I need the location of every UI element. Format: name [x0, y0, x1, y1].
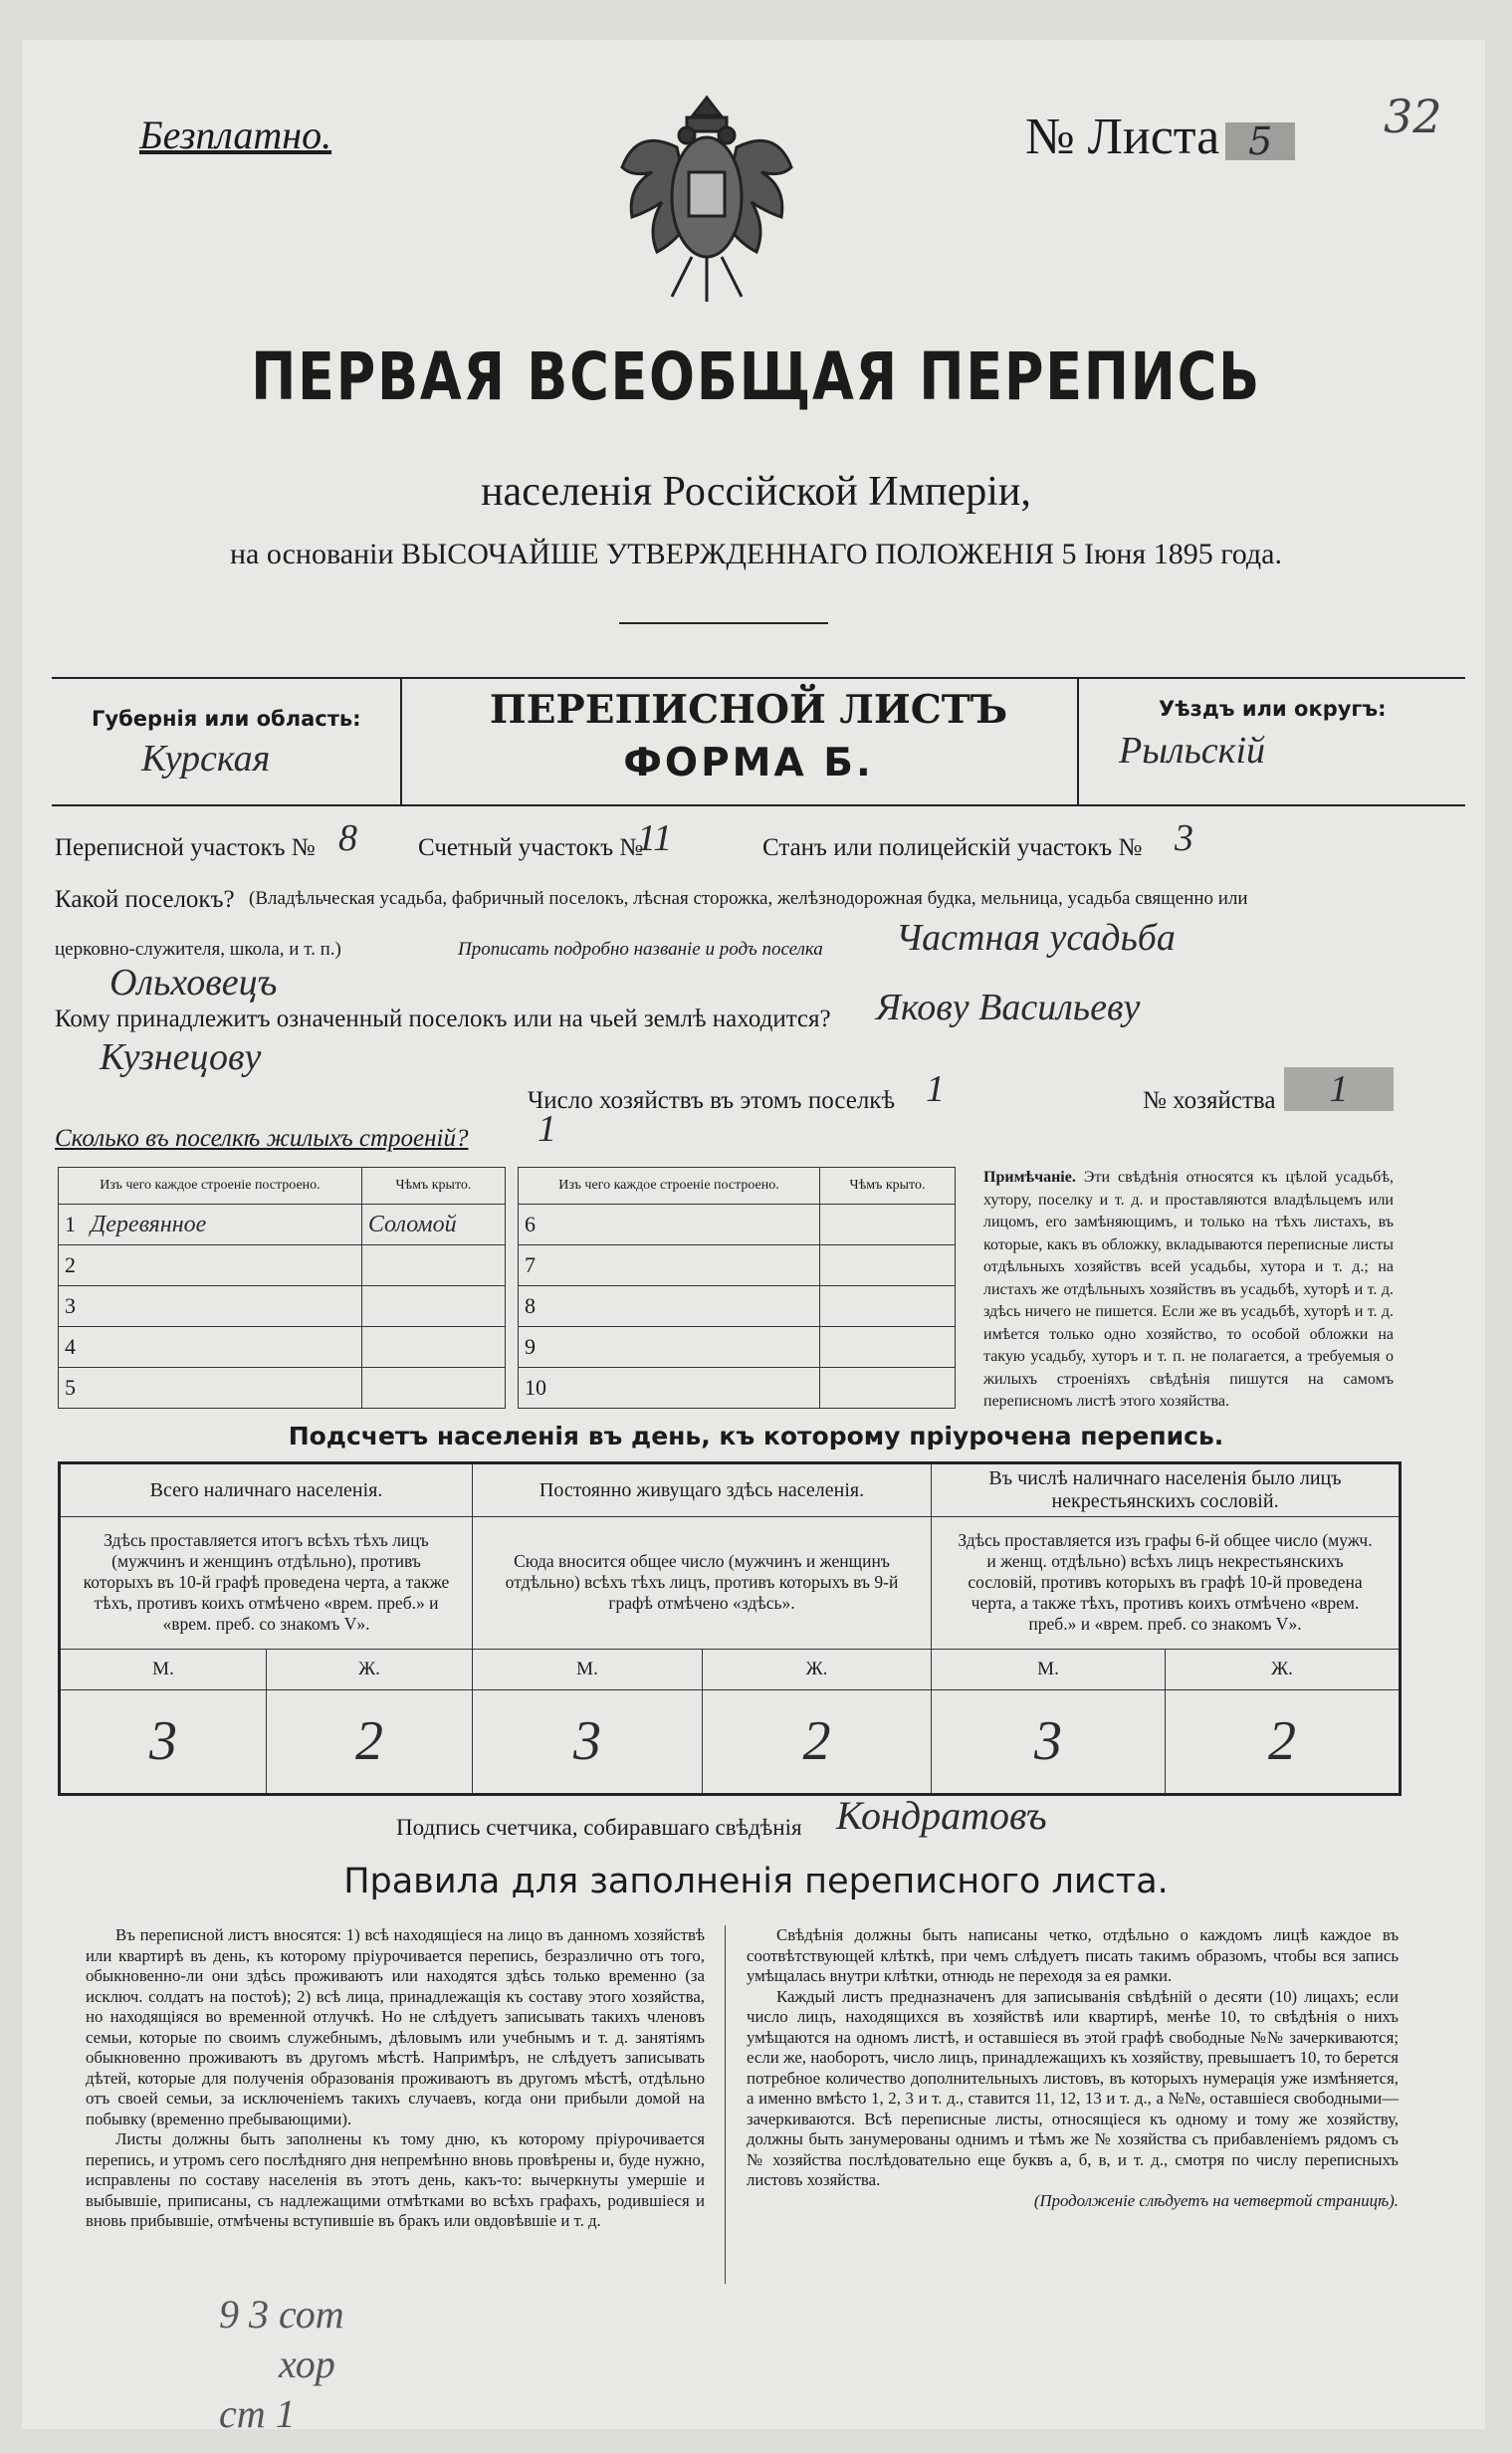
sheet-number-value: 5 [1225, 122, 1295, 160]
building-row [519, 1245, 956, 1286]
building-row [519, 1368, 956, 1409]
settlement-value: Частная усадьба [896, 917, 1176, 959]
district-value: Рыльскій [1119, 730, 1266, 772]
col-description: Сюда вносится общее число (мужчинъ и женщинъ отдѣльно) всѣхъ тѣхъ лицъ, противъ которыхъ въ 9-й графѣ отмѣчено «здѣсь». [473, 1516, 931, 1650]
population-table [58, 1461, 1402, 1796]
male-count: 3 [61, 1689, 267, 1793]
material-cell [560, 1286, 820, 1327]
col-header: Всего наличнаго населенія. [61, 1464, 472, 1517]
buildings-value: 1 [538, 1108, 556, 1150]
building-row [59, 1368, 506, 1409]
row-number: 5 [59, 1368, 86, 1409]
row-number: 8 [519, 1286, 561, 1327]
female-count: 2 [355, 1710, 383, 1772]
signature-label: Подпись счетчика, собиравшаго свѣдѣнія [396, 1815, 802, 1840]
rules-paragraph: Свѣдѣнія должны быть написаны четко, отдѣльно о каждомъ лицѣ каждое въ соотвѣтствующей клѣткѣ, при чемъ слѣдуетъ писать такимъ образомъ, чтобы вся запись умѣщалась внутри клѣтки, отнюдь не переходя за ея рамки. [747, 1925, 1399, 1985]
population-col-resident [473, 1464, 932, 1793]
male-label: М. [61, 1650, 267, 1690]
female-count: 2 [1268, 1710, 1296, 1772]
col-header: Постоянно живущаго здѣсь населенія. [473, 1464, 931, 1517]
row-number: 10 [519, 1368, 561, 1409]
building-row [519, 1286, 956, 1327]
material-cell [560, 1245, 820, 1286]
row-number: 3 [59, 1286, 86, 1327]
roof-cell [361, 1368, 505, 1409]
building-row [519, 1327, 956, 1368]
building-row [59, 1245, 506, 1286]
population-title: Подсчетъ населенія въ день, къ которому пріурочена перепись. [288, 1422, 1224, 1450]
material-cell [85, 1245, 361, 1286]
roof-cell [820, 1205, 956, 1245]
settlement-value-2: Ольховецъ [109, 962, 278, 1004]
province-value: Курская [141, 738, 271, 780]
police-district-value: 3 [1175, 817, 1193, 859]
province-label: Губернія или область: [92, 707, 361, 731]
material-cell: Деревянное [85, 1205, 361, 1245]
continued-note: (Продолженіе слѣдуетъ на четвертой страницѣ). [1033, 2190, 1399, 2210]
household-number-label: № хозяйства [1143, 1087, 1276, 1114]
row-number: 2 [59, 1245, 86, 1286]
note-text: Эти свѣдѣнія относятся къ цѣлой усадьбѣ, хутору, поселку и т. д. и проставляются владѣльцемъ или лицомъ, его замѣняющимъ, и только на тѣхъ листахъ, въ которые, какъ въ обложку, вкладываются переписные листы отдѣльныхъ хозяйствъ всей усадьбы, хутора и т. д.; на листахъ же отдѣльныхъ хозяйствъ въ усадьбѣ, хуторѣ и т. д. здѣсь ничего не пишется. Если же въ усадьбѣ, хуторѣ и т. д. имѣется только одно хозяйство, то особой обложки на такую усадьбу, хуторъ и т. п. не полагается, а требуемыя о жилыхъ строеніяхъ свѣдѣнія пишутся на самомъ переписномъ листѣ этого хозяйства. [983, 1169, 1395, 1410]
rules-right-column [747, 1925, 1399, 2211]
buildings-note [983, 1167, 1394, 1414]
divider [619, 622, 828, 624]
row-number: 6 [519, 1205, 561, 1245]
female-label: Ж. [267, 1650, 472, 1690]
roof-cell [820, 1286, 956, 1327]
counting-district-value: 11 [637, 817, 673, 859]
form-header [52, 677, 1465, 806]
building-row [59, 1286, 506, 1327]
pencil-note [219, 2290, 344, 2439]
building-row [59, 1327, 506, 1368]
population-col-present [61, 1464, 473, 1793]
male-label: М. [473, 1650, 703, 1690]
roof-cell [361, 1327, 505, 1368]
building-row [519, 1205, 956, 1245]
female-label: Ж. [1166, 1650, 1399, 1690]
rules-paragraph: Каждый листъ предназначенъ для записыванія свѣдѣній о десяти (10) лицахъ; если число лицъ, находящихся въ хозяйствѣ или квартирѣ, менѣе 10, то свѣдѣнія о нихъ умѣщаются на одномъ листѣ, и оставшіеся въ этой графѣ свободные №№ зачеркиваются; если же, наоборотъ, число лицъ, принадлежащихъ къ хозяйству, превышаетъ 10, то берется потребное количество дополнительныхъ листовъ, въ которыхъ нумерація уже измѣняется, а именно вмѣсто 1, 2, 3 и т. д., ставится 11, 12, 13 и т. д., а №№, оставшіеся свободными—зачеркиваются. Всѣ переписные листы, относящіеся къ одному и тому же хозяйству, должны быть занумерованы однимъ и тѣмъ же № хозяйства съ прибавленіемъ рядомъ съ № хозяйства послѣдовательно еще буквъ а, б, в, и т. д., смотря по числу переписныхъ листовъ хозяйства. [747, 1986, 1399, 2189]
rules-title: Правила для заполненія переписного листа. [343, 1862, 1169, 1901]
police-district-label: Станъ или полицейскій участокъ № [762, 834, 1143, 861]
sheet-number [1025, 108, 1295, 166]
pencil-note-line: ст 1 [219, 2391, 296, 2436]
form-label: ФОРМА Б. [623, 741, 874, 785]
imperial-eagle-emblem [617, 88, 796, 317]
roof-cell: Соломой [361, 1205, 505, 1245]
male-label: М. [932, 1650, 1166, 1690]
households-label: Число хозяйствъ въ этомъ поселкѣ [528, 1087, 896, 1114]
counting-district-label: Счетный участокъ № [418, 834, 644, 861]
material-cell [85, 1368, 361, 1409]
material-cell [560, 1327, 820, 1368]
settlement-hint-2: церковно-служителя, школа, и т. п.) [55, 939, 341, 960]
archive-page-mark: 32 [1384, 90, 1442, 143]
rules-paragraph: Въ переписной листъ вносятся: 1) всѣ находящіеся на лицо въ данномъ хозяйствѣ или квартирѣ въ день, къ которому пріурочивается перепись, безразлично отъ того, обыкновенно-ли они здѣсь проживаютъ или находятся здѣсь только временно (за исключ. солдатъ на постоѣ); 2) всѣ лица, принадлежащія къ составу этого хозяйства, но находящіяся во временной отлучкѣ. Но не слѣдуетъ записывать такихъ членовъ семьи, которые по своимъ служебнымъ, дѣловымъ или учебнымъ и т. д. занятіямъ обыкновенно проживаютъ въ другомъ мѣстѣ. Напримѣръ, не слѣдуетъ записывать дѣтей, которые для полученія образованія проживаютъ въ другомъ мѣстѣ, отдѣльно отъ своей семьи, за исключеніемъ такихъ случаевъ, когда они прибыли домой на побывку (временно пребывающими). [86, 1925, 705, 2128]
pencil-note-line: 9 3 сот [219, 2292, 344, 2337]
settlement-instruction: Прописать подробно названіе и родъ поселка [458, 939, 823, 960]
male-count: 3 [473, 1689, 703, 1793]
buildings-table-right [518, 1167, 956, 1409]
buildings-table-left [58, 1167, 506, 1409]
settlement-label: Какой поселокъ? [55, 886, 235, 913]
note-label: Примѣчаніе. [983, 1169, 1076, 1186]
rules-paragraph: Листы должны быть заполнены къ тому дню, къ которому пріурочивается перепись, и утромъ сего послѣдняго дня непремѣнно вновь провѣрены и, буде нужно, исправлены по составу населенія въ этотъ день, какъ-то: вычеркнуты умершіе и выбывшіе, приписаны, съ надлежащими отмѣтками во всѣхъ графахъ, родившіеся и вновь прибывшіе, отмѣчены вступившіе въ бракъ или овдовѣвшіе и т. д. [86, 2129, 705, 2230]
material-header: Изъ чего каждое строеніе построено. [59, 1168, 362, 1205]
row-number: 1 [59, 1205, 86, 1245]
owner-value: Якову Васильеву [876, 987, 1141, 1028]
roof-cell [361, 1245, 505, 1286]
province-box [52, 679, 402, 804]
settlement-hint: (Владѣльческая усадьба, фабричный поселокъ, лѣсная сторожка, желѣзнодорожная будка, мельница, усадьба священно или [249, 888, 1248, 909]
building-row [59, 1205, 506, 1245]
male-count: 3 [932, 1689, 1166, 1793]
roof-cell [820, 1368, 956, 1409]
page-subtitle: населенія Россійской Имперіи, [481, 469, 1031, 515]
material-header: Изъ чего каждое строеніе построено. [519, 1168, 820, 1205]
col-description: Здѣсь проставляется изъ графы 6-й общее число (мужч. и женщ. отдѣльно) всѣхъ лицъ некрестьянскихъ сословій, противъ которыхъ въ графѣ 10-й проведена черта, а также тѣхъ, противъ коихъ отмѣчено «врем. преб.» и «врем. преб. со знакомъ V». [932, 1516, 1399, 1650]
col-header: Въ числѣ наличнаго населенія было лицъ некрестьянскихъ сословій. [932, 1464, 1399, 1517]
row-number: 7 [519, 1245, 561, 1286]
sheet-title: ПЕРЕПИСНОЙ ЛИСТЪ [489, 687, 1008, 733]
row-number: 4 [59, 1327, 86, 1368]
roof-cell [820, 1327, 956, 1368]
owner-label: Кому принадлежитъ означенный поселокъ или на чьей землѣ находится? [55, 1005, 831, 1032]
page-title: ПЕРВАЯ ВСЕОБЩАЯ ПЕРЕПИСЬ [251, 338, 1261, 415]
sheet-number-label: № Листа [1025, 109, 1220, 165]
buildings-label: Сколько въ поселкѣ жилыхъ строеній? [55, 1125, 469, 1152]
owner-value-2: Кузнецову [100, 1036, 262, 1078]
households-value: 1 [926, 1068, 945, 1110]
material-cell [560, 1205, 820, 1245]
district-box [1077, 679, 1467, 804]
female-count: 2 [802, 1710, 831, 1772]
census-district-label: Переписной участокъ № [55, 834, 316, 861]
material-cell [560, 1368, 820, 1409]
pencil-note-line: хор [279, 2342, 335, 2386]
census-district-value: 8 [338, 817, 357, 859]
column-divider [725, 1925, 726, 2284]
roof-header: Чѣмъ крыто. [820, 1168, 956, 1205]
roof-cell [361, 1286, 505, 1327]
roof-cell [820, 1245, 956, 1286]
material-cell [85, 1286, 361, 1327]
free-of-charge-label: Безплатно. [139, 112, 332, 157]
col-description: Здѣсь проставляется итогъ всѣхъ тѣхъ лицъ (мужчинъ и женщинъ отдѣльно), противъ которыхъ въ 10-й графѣ проведена черта, а также тѣхъ, противъ коихъ отмѣчено «врем. преб.» и «врем. преб. со знакомъ V». [61, 1516, 472, 1650]
household-number-value: 1 [1284, 1067, 1394, 1111]
roof-header: Чѣмъ крыто. [361, 1168, 505, 1205]
district-label: Уѣздъ или округъ: [1159, 697, 1387, 721]
population-col-nonpeasant [932, 1464, 1399, 1793]
female-label: Ж. [703, 1650, 931, 1690]
enumerator-signature: Кондратовъ [836, 1793, 1047, 1838]
rules-left-column [86, 1925, 705, 2232]
legal-basis: на основаніи ВЫСОЧАЙШЕ УТВЕРЖДЕННАГО ПОЛОЖЕНІЯ 5 Іюня 1895 года. [230, 538, 1282, 570]
material-cell [85, 1327, 361, 1368]
row-number: 9 [519, 1327, 561, 1368]
